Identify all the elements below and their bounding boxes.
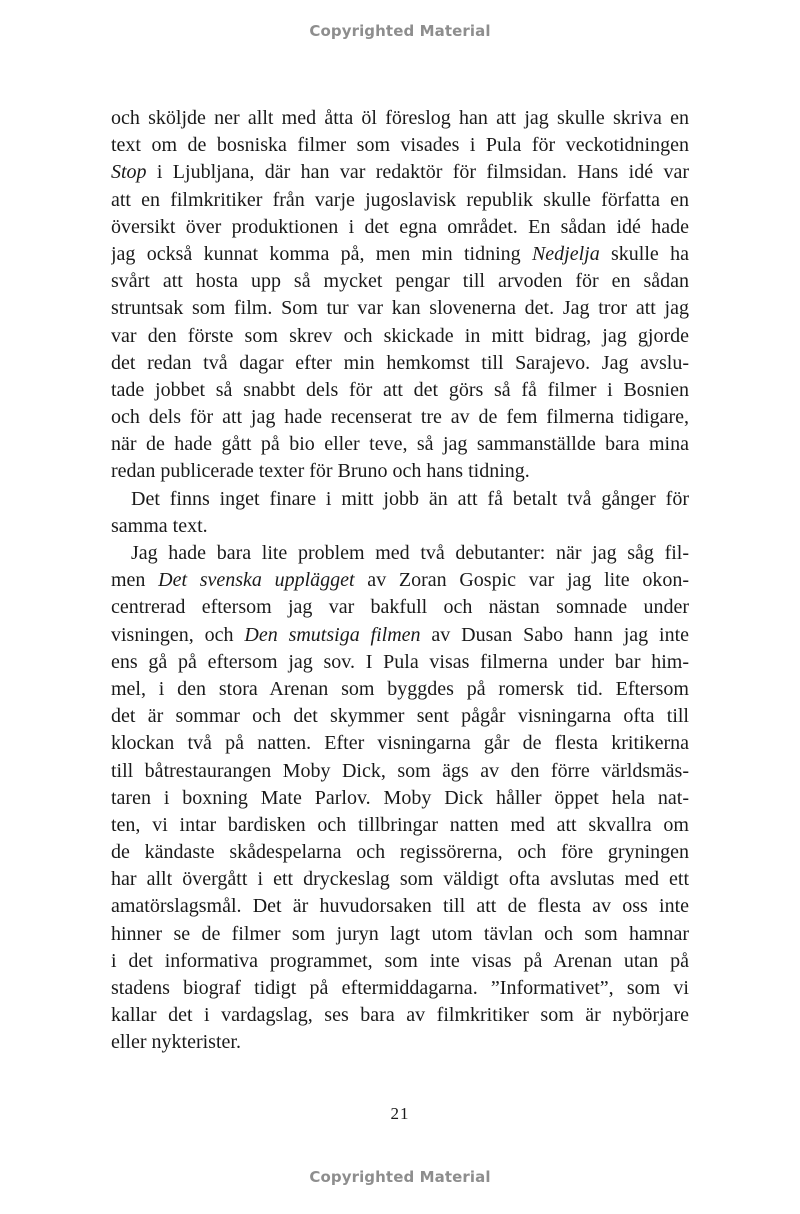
paragraph-2 — [111, 486, 689, 540]
text-line: mel, i den stora Arenan som byggdes på romersk tid. Eftersom — [111, 677, 689, 700]
text-line: Jag hade bara lite problem med två debutanter: när jag såg fil- — [131, 542, 689, 564]
paragraph-3 — [111, 540, 689, 1057]
text-line: var den förste som skrev och skickade in mitt bidrag, jag gjorde — [111, 324, 689, 347]
text-line: men Det svenska upplägget av Zoran Gospic var jag lite okon- — [111, 569, 689, 592]
text-line: och sköljde ner allt med åtta öl föreslog han att jag skulle skriva en — [111, 107, 689, 129]
text-line: jag också kunnat komma på, men min tidning Nedjelja skulle ha — [111, 242, 689, 265]
body-text — [111, 105, 689, 1057]
text-line: Stop i Ljubljana, där han var redaktör för filmsidan. Hans idé var — [111, 161, 689, 184]
text-line: klockan två på natten. Efter visningarna går de flesta kritikerna — [111, 732, 689, 755]
text-line: i det informativa programmet, som inte visas på Arenan utan på — [111, 949, 689, 972]
text-line: centrerad eftersom jag var bakfull och nästan somnade under — [111, 596, 689, 619]
text-line: till båtrestaurangen Moby Dick, som ägs av den förre världsmäs- — [111, 759, 689, 782]
text-line: översikt över produktionen i det egna området. En sådan idé hade — [111, 215, 689, 238]
text-line: eller nykterister. — [111, 1031, 241, 1054]
text-line: amatörslagsmål. Det är huvudorsaken till att de flesta av oss inte — [111, 895, 689, 918]
text-line: Det finns inget finare i mitt jobb än att få betalt två gånger för — [131, 487, 689, 510]
text-line: det är sommar och det skymmer sent pågår visningarna ofta till — [111, 705, 689, 728]
text-line: samma text. — [111, 514, 208, 537]
text-line: ten, vi intar bardisken och tillbringar natten med att skvallra om — [111, 813, 689, 836]
text-line: redan publicerade texter för Bruno och hans tidning. — [111, 460, 530, 483]
text-line: kallar det i vardagslag, ses bara av filmkritiker som är nybörjare — [111, 1004, 689, 1027]
watermark-top: Copyrighted Material — [309, 22, 491, 40]
text-line: ens gå på eftersom jag sov. I Pula visas filmerna under bar him- — [111, 650, 689, 673]
text-line: att en filmkritiker från varje jugoslavisk republik skulle författa en — [111, 188, 689, 211]
text-line: taren i boxning Mate Parlov. Moby Dick håller öppet hela nat- — [111, 786, 689, 809]
text-line: när de hade gått på bio eller teve, så jag sammanställde bara mina — [111, 433, 689, 456]
text-line: svårt att hosta upp så mycket pengar till arvoden för en sådan — [111, 270, 689, 293]
text-line: tade jobbet så snabbt dels för att det görs så få filmer i Bosnien — [111, 378, 689, 401]
text-line: har allt övergått i ett dryckeslag som väldigt ofta avslutas med ett — [111, 868, 689, 891]
text-line: text om de bosniska filmer som visades i Pula för veckotidningen — [111, 134, 689, 157]
text-line: och dels för att jag hade recenserat tre av de fem filmerna tidigare, — [111, 406, 689, 429]
text-line: struntsak som film. Som tur var kan slovenerna det. Jag tror att jag — [111, 297, 689, 320]
watermark-bottom: Copyrighted Material — [309, 1168, 491, 1186]
page-number: 21 — [390, 1104, 410, 1123]
text-line: stadens biograf tidigt på eftermiddagarna. ”Informativet”, som vi — [111, 977, 689, 999]
text-line: hinner se de filmer som juryn lagt utom tävlan och som hamnar — [111, 922, 689, 945]
text-line: det redan två dagar efter min hemkomst till Sarajevo. Jag avslu- — [111, 351, 689, 374]
text-line: visningen, och Den smutsiga filmen av Dusan Sabo hann jag inte — [111, 623, 689, 646]
text-line: de kändaste skådespelarna och regissörerna, och före gryningen — [111, 841, 689, 864]
paragraph-1 — [111, 105, 689, 486]
